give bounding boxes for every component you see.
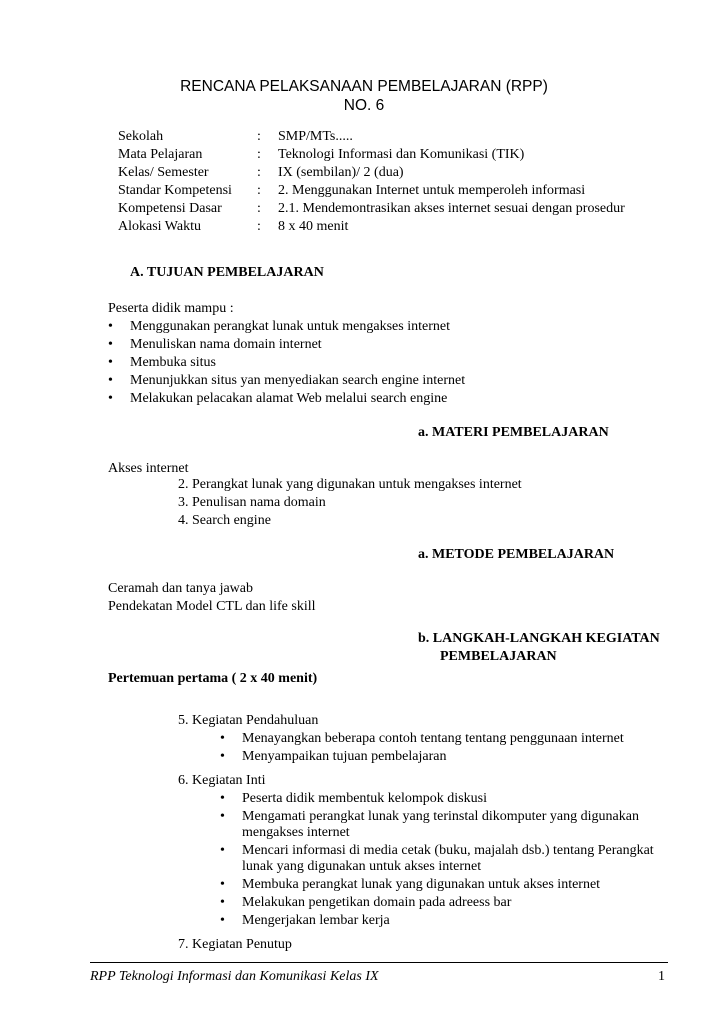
- list-item-text-cont: lunak yang digunakan untuk akses internet: [242, 859, 482, 874]
- list-item-text: Membuka perangkat lunak yang digunakan untuk akses internet: [242, 877, 601, 892]
- info-sep: :: [257, 129, 261, 144]
- info-label: Kompetensi Dasar: [118, 201, 222, 216]
- list-item-text: Mengerjakan lembar kerja: [242, 913, 390, 928]
- section-langkah-heading: b. LANGKAH-LANGKAH KEGIATAN: [418, 631, 660, 646]
- bullet-icon: •: [108, 319, 113, 334]
- info-sep: :: [257, 147, 261, 162]
- info-label: Alokasi Waktu: [118, 219, 201, 234]
- info-value: SMP/MTs.....: [278, 129, 353, 144]
- bullet-icon: •: [220, 749, 225, 764]
- info-label: Mata Pelajaran: [118, 147, 203, 162]
- bullet-icon: •: [220, 791, 225, 806]
- list-item: 3. Penulisan nama domain: [178, 495, 326, 510]
- info-label: Sekolah: [118, 129, 164, 144]
- page-title: RENCANA PELAKSANAAN PEMBELAJARAN (RPP): [180, 78, 548, 95]
- bullet-icon: •: [108, 391, 113, 406]
- info-sep: :: [257, 183, 261, 198]
- section-tujuan-heading: A. TUJUAN PEMBELAJARAN: [130, 265, 324, 280]
- list-item-text: Melakukan pelacakan alamat Web melalui search engine: [130, 391, 448, 406]
- metode-line: Pendekatan Model CTL dan life skill: [108, 599, 316, 614]
- bullet-icon: •: [108, 373, 113, 388]
- activity-label: 7. Kegiatan Penutup: [178, 937, 292, 952]
- page-subtitle: NO. 6: [343, 97, 385, 114]
- materi-topic: Akses internet: [108, 461, 189, 476]
- info-label: Kelas/ Semester: [118, 165, 209, 180]
- list-item-text: Menggunakan perangkat lunak untuk mengakses internet: [130, 319, 450, 334]
- metode-line: Ceramah dan tanya jawab: [108, 581, 253, 596]
- meeting-title: Pertemuan pertama ( 2 x 40 menit): [108, 671, 318, 686]
- list-item-text: Peserta didik membentuk kelompok diskusi: [242, 791, 487, 806]
- list-item-text: Menayangkan beberapa contoh tentang tentang penggunaan internet: [242, 731, 624, 746]
- info-label: Standar Kompetensi: [118, 183, 232, 198]
- list-item-text: Mengamati perangkat lunak yang terinstal dikomputer yang digunakan: [242, 809, 639, 824]
- bullet-icon: •: [220, 809, 225, 824]
- info-value: 2. Menggunakan Internet untuk memperoleh informasi: [278, 183, 586, 198]
- footer-text: RPP Teknologi Informasi dan Komunikasi Kelas IX: [90, 969, 379, 984]
- activity-label: 6. Kegiatan Inti: [178, 773, 266, 788]
- bullet-icon: •: [220, 913, 225, 928]
- bullet-icon: •: [108, 355, 113, 370]
- bullet-icon: •: [220, 731, 225, 746]
- bullet-icon: •: [220, 877, 225, 892]
- section-materi-heading: a. MATERI PEMBELAJARAN: [418, 425, 609, 440]
- tujuan-intro: Peserta didik mampu :: [108, 301, 234, 316]
- info-value: 8 x 40 menit: [278, 219, 349, 234]
- bullet-icon: •: [220, 843, 225, 858]
- list-item-text: Membuka situs: [130, 355, 216, 370]
- list-item: 4. Search engine: [178, 513, 271, 528]
- bullet-icon: •: [108, 337, 113, 352]
- list-item: 2. Perangkat lunak yang digunakan untuk mengakses internet: [178, 477, 522, 492]
- list-item-text-cont: mengakses internet: [242, 825, 350, 840]
- list-item-text: Mencari informasi di media cetak (buku, majalah dsb.) tentang Perangkat: [242, 843, 654, 858]
- info-value: IX (sembilan)/ 2 (dua): [278, 165, 404, 180]
- section-metode-heading: a. METODE PEMBELAJARAN: [418, 547, 615, 562]
- info-value: Teknologi Informasi dan Komunikasi (TIK): [278, 147, 525, 162]
- info-sep: :: [257, 219, 261, 234]
- info-sep: :: [257, 165, 261, 180]
- list-item-text: Menunjukkan situs yan menyediakan search engine internet: [130, 373, 466, 388]
- activity-label: 5. Kegiatan Pendahuluan: [178, 713, 319, 728]
- info-sep: :: [257, 201, 261, 216]
- list-item-text: Melakukan pengetikan domain pada adreess bar: [242, 895, 512, 910]
- bullet-icon: •: [220, 895, 225, 910]
- info-value: 2.1. Mendemontrasikan akses internet sesuai dengan prosedur: [278, 201, 625, 216]
- list-item-text: Menuliskan nama domain internet: [130, 337, 322, 352]
- page-number: 1: [658, 969, 665, 984]
- list-item-text: Menyampaikan tujuan pembelajaran: [242, 749, 447, 764]
- section-langkah-heading-cont: PEMBELAJARAN: [440, 649, 557, 664]
- footer-rule: [90, 962, 668, 963]
